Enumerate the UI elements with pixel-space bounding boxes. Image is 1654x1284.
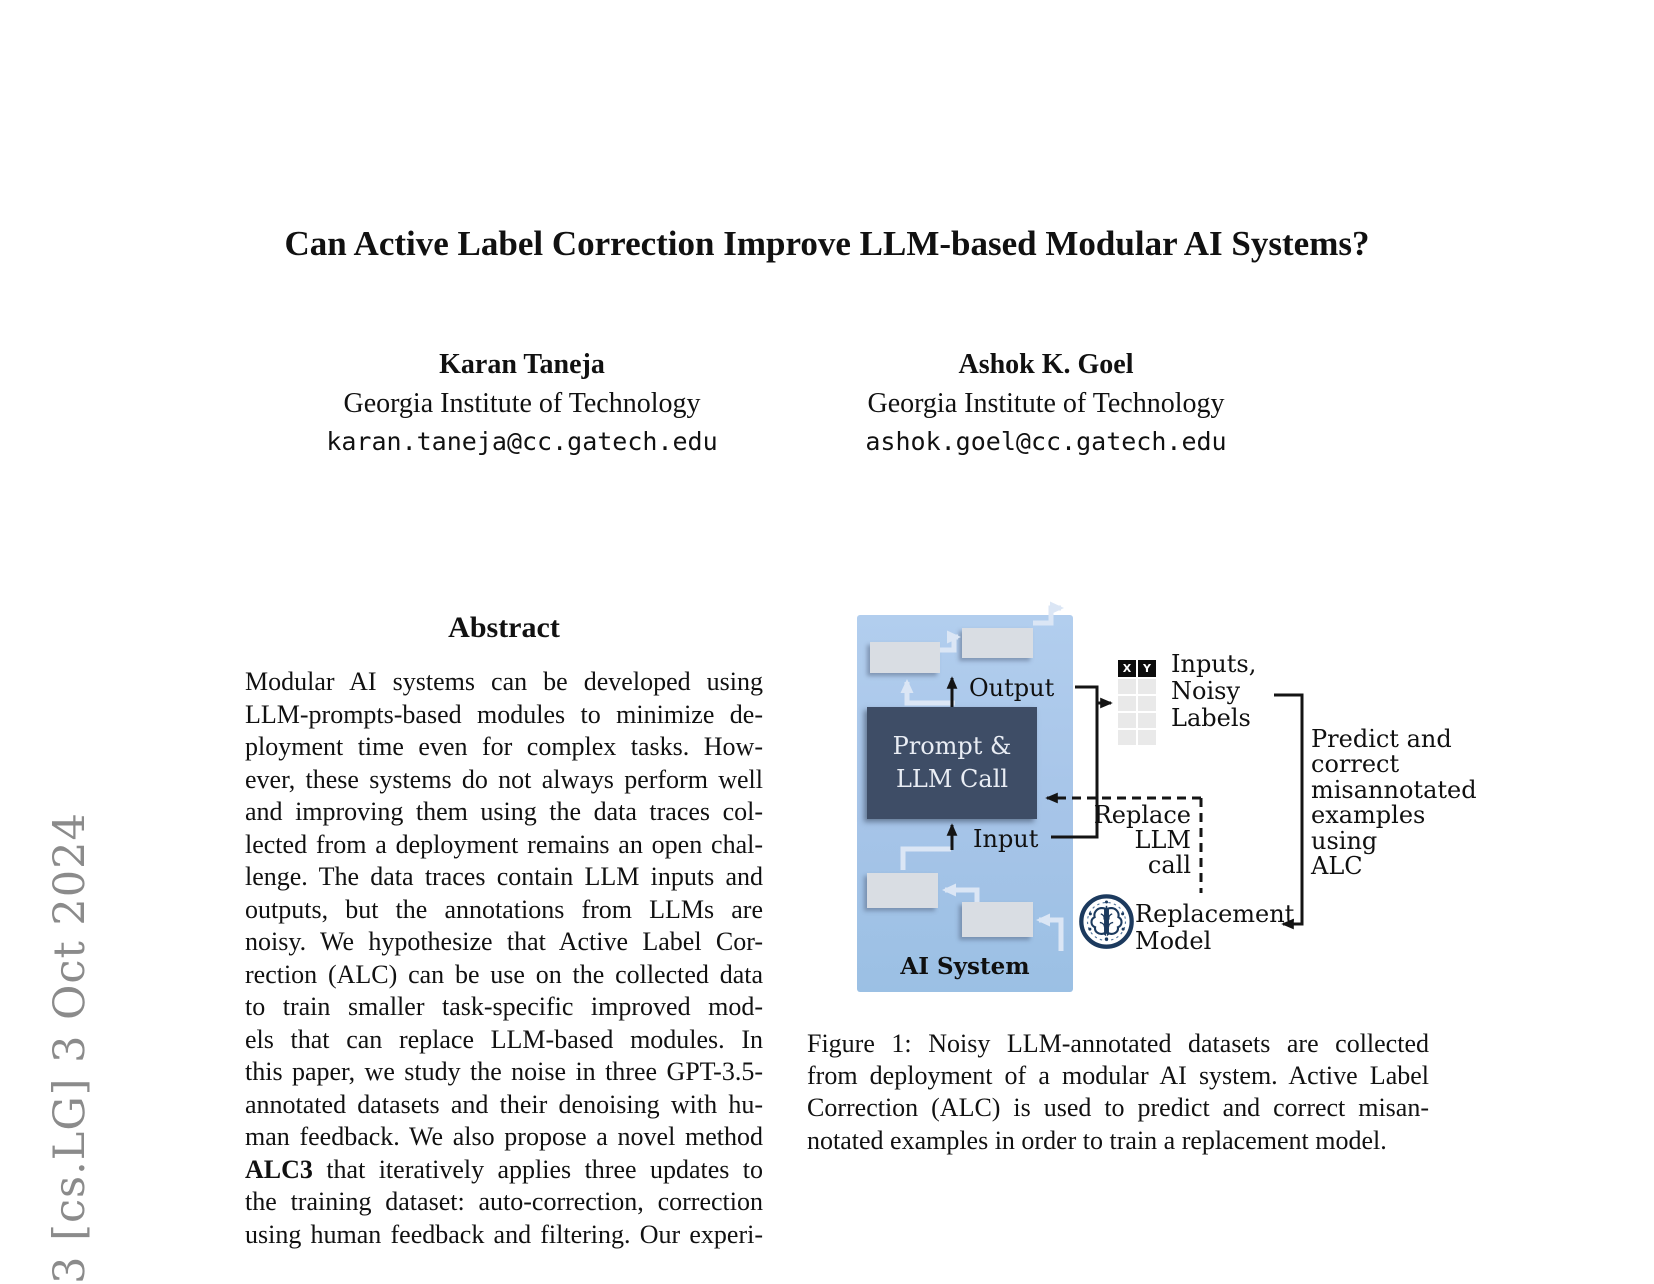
figure-1 (805, 575, 1477, 1020)
replace-llm-call-label (1085, 803, 1191, 878)
replace-llm-call-line: LLM (1134, 826, 1191, 854)
dataset-cell (1138, 730, 1156, 745)
predict-correct-line: correct (1311, 750, 1400, 779)
brain-icon (1078, 893, 1135, 950)
dataset-table-row (1118, 679, 1156, 694)
abstract-body (245, 666, 763, 1251)
dataset-cell (1118, 713, 1136, 728)
abstract-line: LLM-prompts-based modules to minimize de- (245, 699, 763, 729)
figure-caption-line: Figure 1: Noisy LLM-annotated datasets are collected (807, 1029, 1429, 1058)
abstract-line: lenge. The data traces contain LLM inputs and (245, 862, 763, 891)
dataset-column-header: Y (1138, 660, 1156, 677)
figure-caption-line: notated examples in order to train a replacement model. (807, 1125, 1387, 1155)
author-affiliation: Georgia Institute of Technology (867, 388, 1225, 419)
output-label: Output (969, 674, 1055, 702)
ai-system-label: AI System (900, 953, 1030, 980)
figure-caption-line: from deployment of a modular AI system. Active Label (807, 1061, 1429, 1091)
dataset-cell (1118, 696, 1136, 711)
abstract-line: outputs, but the annotations from LLMs are (245, 894, 763, 924)
dataset-cell (1138, 696, 1156, 711)
predict-correct-line: ALC (1311, 852, 1363, 881)
author-name: Karan Taneja (439, 349, 605, 380)
flow-arrow-to-top-left-module (907, 682, 955, 703)
replacement-model-icon (1078, 893, 1135, 950)
abstract-heading: Abstract (448, 611, 560, 644)
dataset-cell (1118, 679, 1136, 694)
predict-correct-line: misannotated (1311, 775, 1477, 804)
abstract-line: man feedback. We also propose a novel method (245, 1122, 763, 1151)
alc-bracket-arrow (1274, 695, 1302, 924)
abstract-line: this paper, we study the noise in three GPT-3.5- (245, 1057, 763, 1086)
abstract-line: ALC3 that iteratively applies three updates to (245, 1154, 763, 1184)
dataset-label-line: Inputs, (1171, 650, 1257, 678)
author-affiliation: Georgia Institute of Technology (343, 388, 701, 419)
dataset-table-row (1118, 696, 1156, 711)
flow-line-from-bottom-left-module (903, 849, 951, 870)
page-title: Can Active Label Correction Improve LLM-based Modular AI Systems? (284, 224, 1370, 264)
predict-correct-line: using (1311, 826, 1378, 855)
module-flow-arrows (903, 608, 1061, 951)
dataset-label (1171, 651, 1256, 732)
author-block-1 (322, 345, 722, 461)
author-email: ashok.goel@cc.gatech.edu (865, 427, 1227, 456)
prompt-llm-call-line: LLM Call (895, 765, 1009, 793)
figure-caption (807, 1028, 1429, 1157)
replace-llm-call-line: Replace (1093, 801, 1191, 829)
abstract-line: rection (ALC) can be use on the collected data (245, 959, 763, 989)
abstract-line: using human feedback and filtering. Our experi- (245, 1219, 763, 1249)
figure-caption-line: Correction (ALC) is used to predict and correct misan- (807, 1093, 1429, 1123)
dataset-cell (1138, 713, 1156, 728)
dataset-table-row (1118, 730, 1156, 745)
replacement-model-label (1135, 901, 1294, 955)
abstract-line: noisy. We hypothesize that Active Label Cor- (245, 927, 763, 956)
replacement-model-line: Model (1135, 927, 1212, 955)
abstract-line: els that can replace LLM-based modules. In (245, 1024, 763, 1054)
dataset-cell (1138, 679, 1156, 694)
author-block-2 (845, 345, 1247, 461)
flow-arrow-to-bottom-left-module (945, 890, 977, 902)
author-email: karan.taneja@cc.gatech.edu (326, 427, 718, 456)
predict-correct-line: Predict and (1311, 725, 1452, 753)
abstract-line: lected from a deployment remains an open chal- (245, 829, 763, 859)
flow-arrow-exit-right (1033, 608, 1061, 623)
arxiv-margin-stamp: 3 [cs.LG] 3 Oct 2024 (45, 812, 95, 1284)
dataset-label-line: Noisy (1171, 677, 1240, 705)
abstract-line: annotated datasets and their denoising with hu- (245, 1089, 763, 1119)
predict-correct-label (1311, 727, 1477, 879)
abstract-line: ever, these systems do not always perform well (245, 764, 763, 794)
replacement-model-line: Replacement (1135, 900, 1295, 928)
abstract-line: Modular AI systems can be developed using (245, 667, 763, 696)
dataset-column-header: X (1118, 660, 1136, 677)
flow-arrow-to-top-center-module (940, 637, 958, 650)
abstract-line: ployment time even for complex tasks. How- (245, 732, 763, 761)
flow-arrow-to-bottom-right-module (1039, 920, 1061, 951)
author-name: Ashok K. Goel (958, 349, 1134, 380)
input-label: Input (973, 825, 1039, 853)
dataset-table-icon (1118, 660, 1156, 745)
abstract-line: and improving them using the data traces col- (245, 797, 763, 826)
replace-llm-call-line: call (1147, 851, 1191, 879)
dataset-label-line: Labels (1171, 704, 1251, 732)
prompt-llm-call-line: Prompt & (892, 732, 1012, 760)
abstract-line: the training dataset: auto-correction, correction (245, 1187, 763, 1216)
abstract-line: to train smaller task-specific improved mod- (245, 992, 763, 1021)
dataset-table-header (1118, 660, 1156, 677)
dataset-table-row (1118, 713, 1156, 728)
predict-correct-line: examples (1311, 801, 1426, 830)
dataset-cell (1118, 730, 1136, 745)
